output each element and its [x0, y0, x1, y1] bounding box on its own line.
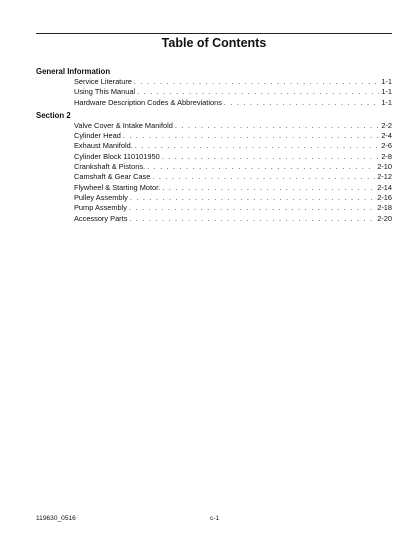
- dot-leader: [175, 121, 379, 131]
- dot-leader: [162, 152, 380, 162]
- page-title: Table of Contents: [161, 36, 267, 50]
- toc-entry: [74, 121, 392, 131]
- dot-leader: [152, 172, 375, 182]
- page-number: c-1: [210, 515, 220, 522]
- toc-entry: [74, 152, 392, 162]
- toc-entry: [74, 77, 392, 87]
- toc-entry: [74, 172, 392, 182]
- document-number: 119630_0516: [36, 515, 76, 522]
- dot-leader: [224, 98, 379, 108]
- dot-leader: [130, 193, 375, 203]
- dot-leader: [134, 77, 379, 87]
- dot-leader: [135, 141, 380, 151]
- entry-title: Camshaft & Gear Case: [74, 172, 151, 182]
- entry-title: Flywheel & Starting Motor.: [74, 182, 161, 192]
- toc-section-general-information: [36, 66, 392, 108]
- entry-title: Cylinder Head: [74, 131, 121, 141]
- entry-title: Using This Manual: [74, 87, 136, 97]
- entry-page-number: 2-20: [377, 213, 392, 223]
- dot-leader: [123, 131, 379, 141]
- entry-page-number: 2-14: [377, 182, 392, 192]
- page-footer: [36, 513, 392, 525]
- toc-entry: [74, 131, 392, 141]
- dot-leader: [147, 162, 375, 172]
- dot-leader: [129, 203, 375, 213]
- toc-entry: [74, 98, 392, 108]
- entry-title: Valve Cover & Intake Manifold: [74, 120, 173, 130]
- table-of-contents: [36, 66, 392, 224]
- entry-page-number: 2-10: [377, 162, 392, 172]
- section-entries: [36, 121, 392, 224]
- entry-page-number: 2-6: [381, 141, 392, 151]
- entry-title: Crankshaft & Pistons.: [74, 162, 146, 172]
- entry-page-number: 1-1: [381, 87, 392, 97]
- dot-leader: [137, 87, 379, 97]
- toc-entry: [74, 203, 392, 213]
- entry-title: Exhaust Manifold.: [74, 141, 133, 151]
- entry-page-number: 2-18: [377, 203, 392, 213]
- entry-page-number: 2-12: [377, 172, 392, 182]
- toc-entry: [74, 162, 392, 172]
- entry-page-number: 2-2: [381, 120, 392, 130]
- section-heading: General Information: [36, 67, 111, 76]
- entry-page-number: 2-4: [381, 131, 392, 141]
- dot-leader: [129, 214, 375, 224]
- entry-page-number: 2-16: [377, 192, 392, 202]
- toc-entry: [74, 141, 392, 151]
- toc-entry: [74, 193, 392, 203]
- entry-page-number: 1-1: [381, 97, 392, 107]
- entry-title: Pulley Assembly: [74, 192, 128, 202]
- toc-entry: [74, 87, 392, 97]
- entry-title: Hardware Description Codes & Abbreviations: [74, 97, 222, 107]
- toc-section-section-2: [36, 110, 392, 224]
- toc-entry: [74, 183, 392, 193]
- entry-page-number: 2-8: [381, 151, 392, 161]
- dot-leader: [162, 183, 375, 193]
- entry-title: Accessory Parts: [74, 213, 128, 223]
- entry-title: Pump Assembly: [74, 203, 127, 213]
- entry-title: Service Literature: [74, 77, 132, 86]
- toc-entry: [74, 214, 392, 224]
- section-heading: Section 2: [36, 110, 71, 120]
- entry-page-number: 1-1: [381, 77, 392, 86]
- section-entries: [36, 77, 392, 108]
- entry-title: Cylinder Block 110101950: [74, 151, 160, 161]
